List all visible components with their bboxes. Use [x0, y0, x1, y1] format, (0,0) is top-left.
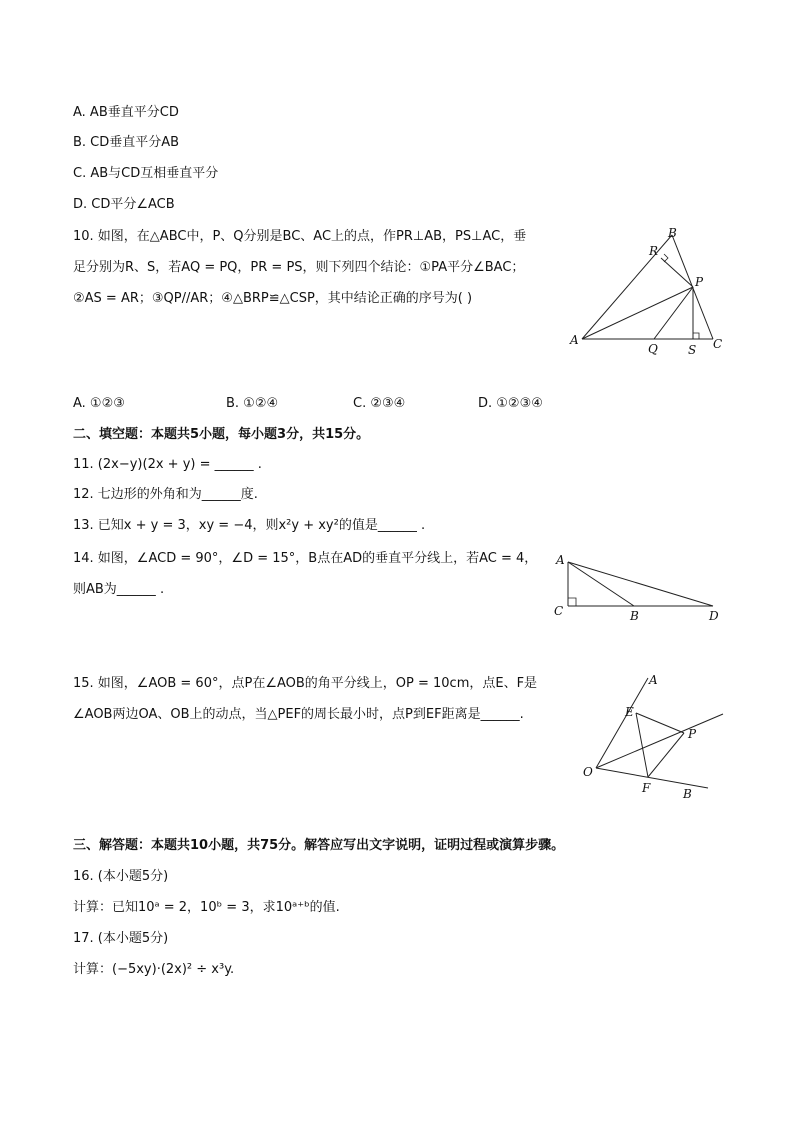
q14-stem-line2: 则AB为______ . — [73, 582, 165, 597]
section2-heading: 二、填空题：本题共5小题，每小题3分，共15分。 — [73, 427, 370, 442]
q9-option-b: B. CD垂直平分AB — [73, 135, 180, 150]
q10-option-b: B. ①②④ — [226, 396, 279, 411]
q16-body: 计算：已知10ᵃ = 2，10ᵇ = 3，求10ᵃ⁺ᵇ的值. — [73, 900, 340, 915]
q15-label-o: O — [583, 765, 593, 779]
q10-label-c: C — [713, 337, 723, 351]
q15-stem-line1: 15. 如图，∠AOB = 60°，点P在∠AOB的角平分线上，OP = 10cm，点E、F是 — [73, 676, 538, 691]
q14-figure — [550, 550, 730, 630]
q15-label-p: P — [688, 727, 697, 741]
q14-label-a: A — [556, 553, 565, 567]
q16-title: 16. (本小题5分) — [73, 869, 169, 884]
q10-option-d: D. ①②③④ — [478, 396, 543, 411]
q10-label-a: A — [570, 333, 579, 347]
q14-label-b: B — [630, 609, 639, 623]
q12-text: 12. 七边形的外角和为______度. — [73, 487, 258, 502]
q15-label-a: A — [649, 673, 658, 687]
q9-option-d: D. CD平分∠ACB — [73, 197, 175, 212]
q10-label-s: S — [688, 343, 697, 357]
q10-label-q: Q — [648, 342, 658, 356]
q17-body: 计算：(−5xy)·(2x)² ÷ x³y. — [73, 962, 235, 977]
q14-label-c: C — [554, 604, 564, 618]
q10-label-b: B — [668, 226, 677, 240]
q10-figure — [565, 225, 725, 365]
q10-label-r: R — [649, 244, 659, 258]
q13-text: 13. 已知x + y = 3，xy = −4，则x²y + xy²的值是______ . — [73, 518, 426, 533]
q14-stem-line1: 14. 如图，∠ACD = 90°，∠D = 15°，B点在AD的垂直平分线上，若AC = 4， — [73, 551, 538, 566]
q15-label-e: E — [625, 705, 634, 719]
q14-label-d: D — [709, 609, 719, 623]
q15-label-f: F — [642, 781, 651, 795]
q15-label-b: B — [683, 787, 692, 801]
q11-text: 11. (2x−y)(2x + y) = ______ . — [73, 457, 262, 472]
q15-stem-line2: ∠AOB两边OA、OB上的动点，当△PEF的周长最小时，点P到EF距离是______. — [73, 707, 524, 722]
q9-option-c: C. AB与CD互相垂直平分 — [73, 166, 219, 181]
section3-heading: 三、解答题：本题共10小题，共75分。解答应写出文字说明，证明过程或演算步骤。 — [73, 838, 565, 853]
q10-option-c: C. ②③④ — [353, 396, 406, 411]
q10-stem-line3: ②AS = AR；③QP//AR；④△BRP≌△CSP，其中结论正确的序号为( ) — [73, 291, 473, 306]
q10-stem-line1: 10. 如图，在△ABC中，P、Q分别是BC、AC上的点，作PR⊥AB，PS⊥AC，垂 — [73, 229, 527, 244]
q10-label-p: P — [695, 275, 704, 289]
q10-stem-line2: 足分别为R、S，若AQ = PQ，PR = PS，则下列四个结论：①PA平分∠BAC； — [73, 260, 525, 275]
q9-option-a: A. AB垂直平分CD — [73, 105, 179, 120]
q10-option-a: A. ①②③ — [73, 396, 125, 411]
q15-figure — [578, 672, 728, 802]
q17-title: 17. (本小题5分) — [73, 931, 169, 946]
